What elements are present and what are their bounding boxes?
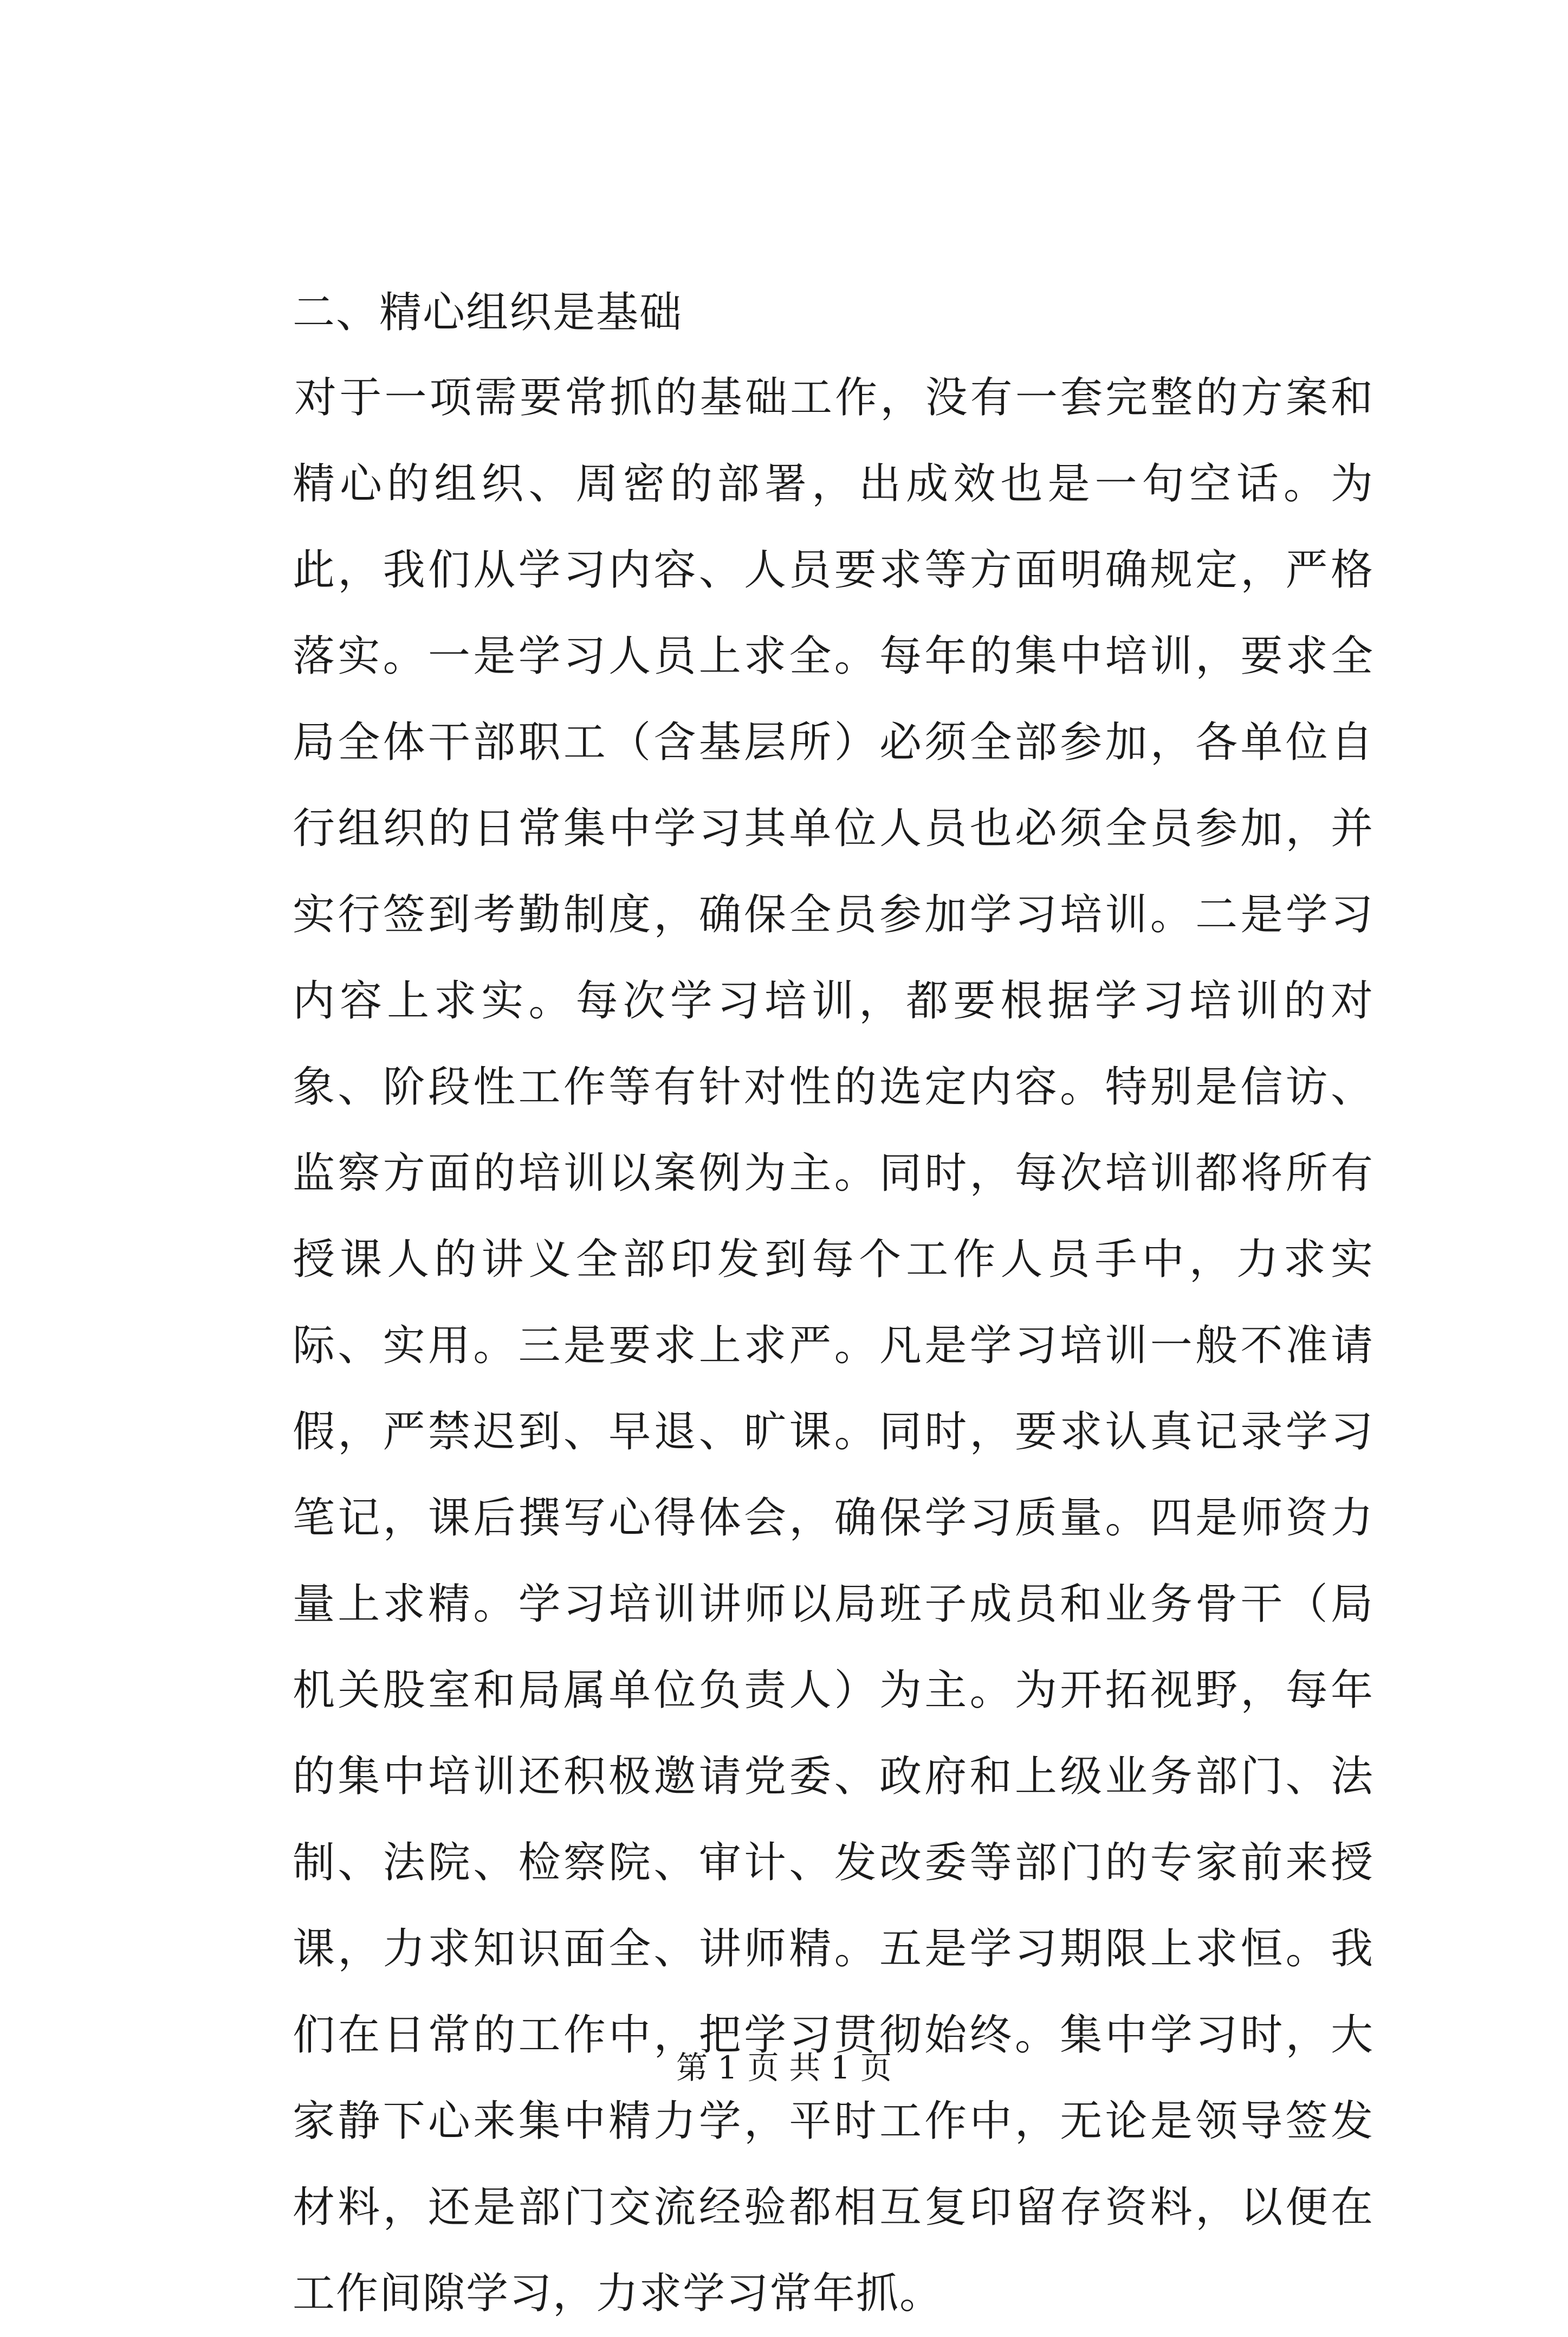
body-paragraph	[293, 355, 1374, 2337]
document-body	[293, 271, 1374, 2337]
paragraph-text: 对于一项需要常抓的基础工作，没有一套完整的方案和精心的组织、周密的部署，出成效也是一句空话。为此，我们从学习内容、人员要求等方面明确规定，严格落实。一是学习人员上求全。每年的集中培训，要求全局全体干部职工（含基层所）必须全部参加，各单位自行组织的日常集中学习其单位人员也必须全员参加，并实行签到考勤制度，确保全员参加学习培训。二是学习内容上求实。每次学习培训，都要根据学习培训的对象、阶段性工作等有针对性的选定内容。特别是信访、监察方面的培训以案例为主。同时，每次培训都将所有授课人的讲义全部印发到每个工作人员手中，力求实际、实用。三是要求上求严。凡是学习培训一般不准请假，严禁迟到、早退、旷课。同时，要求认真记录学习笔记，课后撰写心得体会，确保学习质量。四是师资力量上求精。学习培训讲师以局班子成员和业务骨干（局机关股室和局属单位负责人）为主。为开拓视野，每年的集中培训还积极邀请党委、政府和上级业务部门、法制、法院、检察院、审计、发改委等部门的专家前来授课，力求知识面全、讲师精。五是学习期限上求恒。我们在日常的工作中，把学习贯彻始终。集中学习时，大家静下心来集中精力学，平时工作中，无论是领导签发材料，还是部门交流经验都相互复印留存资料，以便在工作间隙学习，力求学习常年抓。	[293, 373, 1374, 2318]
section-heading: 二、精心组织是基础	[293, 288, 683, 337]
page-footer: 第 1 页 共 1 页	[676, 2049, 892, 2086]
